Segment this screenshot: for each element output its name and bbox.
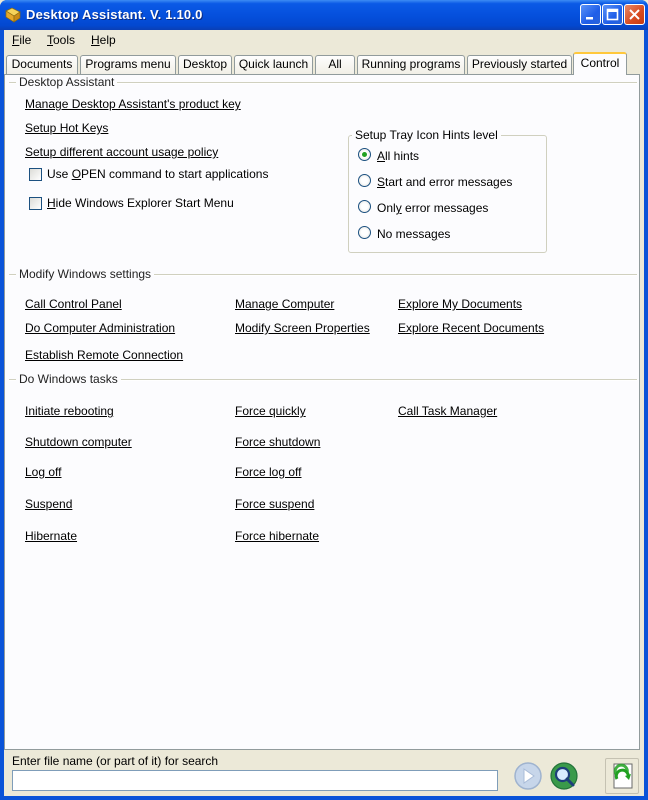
- label-hide-start-menu[interactable]: Hide Windows Explorer Start Menu: [47, 196, 234, 210]
- tab-desktop[interactable]: Desktop: [178, 55, 232, 74]
- radio-all-hints[interactable]: [358, 148, 371, 161]
- checkbox-hide-start-menu[interactable]: [29, 197, 42, 210]
- search-button[interactable]: [548, 760, 580, 792]
- group-title-desktop-assistant: Desktop Assistant: [16, 75, 117, 89]
- radio-start-and-error[interactable]: [358, 174, 371, 187]
- radio-only-error[interactable]: [358, 200, 371, 213]
- title-bar[interactable]: [0, 0, 648, 30]
- link-shutdown-computer[interactable]: Shutdown computer: [25, 435, 132, 449]
- minimize-icon: [584, 8, 597, 21]
- tray-hints-title: Setup Tray Icon Hints level: [352, 128, 501, 142]
- minimize-button[interactable]: [580, 4, 601, 25]
- label-start-and-error[interactable]: Start and error messages: [377, 175, 513, 189]
- tab-strip: [4, 52, 644, 74]
- close-icon: [628, 8, 641, 21]
- tab-programs-menu[interactable]: Programs menu: [80, 55, 176, 74]
- refresh-icon: [606, 759, 638, 793]
- group-title-windows-tasks: Do Windows tasks: [16, 372, 121, 386]
- link-call-control-panel[interactable]: Call Control Panel: [25, 297, 122, 311]
- refresh-button[interactable]: [605, 758, 639, 794]
- link-force-log-off[interactable]: Force log off: [235, 465, 302, 479]
- link-manage-product-key[interactable]: Manage Desktop Assistant's product key: [25, 97, 241, 111]
- search-label: Enter file name (or part of it) for search: [12, 754, 219, 768]
- link-manage-computer[interactable]: Manage Computer: [235, 297, 335, 311]
- tab-running-programs[interactable]: Running programs: [357, 55, 465, 74]
- tab-documents[interactable]: Documents: [6, 55, 78, 74]
- link-remote-connection[interactable]: Establish Remote Connection: [25, 348, 184, 362]
- group-title-modify-settings: Modify Windows settings: [16, 267, 154, 281]
- link-hibernate[interactable]: Hibernate: [25, 529, 78, 543]
- control-panel: [4, 74, 640, 750]
- tab-all[interactable]: All: [315, 55, 355, 74]
- magnifier-icon: [548, 760, 580, 792]
- link-force-suspend[interactable]: Force suspend: [235, 497, 315, 511]
- maximize-button[interactable]: [602, 4, 623, 25]
- link-modify-screen-properties[interactable]: Modify Screen Properties: [235, 321, 370, 335]
- tab-control[interactable]: Control: [573, 52, 627, 75]
- tab-previously-started[interactable]: Previously started: [467, 55, 572, 74]
- window-title: Desktop Assistant. V. 1.10.0: [26, 7, 203, 22]
- maximize-icon: [606, 8, 619, 21]
- link-force-shutdown[interactable]: Force shutdown: [235, 435, 321, 449]
- link-explore-recent-documents[interactable]: Explore Recent Documents: [398, 321, 545, 335]
- label-no-messages[interactable]: No messages: [377, 227, 451, 241]
- go-button[interactable]: [512, 760, 544, 792]
- app-icon: [5, 7, 21, 23]
- search-input[interactable]: [12, 770, 498, 791]
- menu-file[interactable]: File: [12, 33, 32, 47]
- client-area: [4, 30, 644, 796]
- menu-tools[interactable]: Tools: [47, 33, 76, 47]
- link-force-quickly[interactable]: Force quickly: [235, 404, 306, 418]
- link-force-hibernate[interactable]: Force hibernate: [235, 529, 320, 543]
- link-explore-my-documents[interactable]: Explore My Documents: [398, 297, 523, 311]
- link-log-off[interactable]: Log off: [25, 465, 62, 479]
- close-button[interactable]: [624, 4, 645, 25]
- link-suspend[interactable]: Suspend: [25, 497, 73, 511]
- link-call-task-manager[interactable]: Call Task Manager: [398, 404, 498, 418]
- link-setup-hot-keys[interactable]: Setup Hot Keys: [25, 121, 109, 135]
- radio-no-messages[interactable]: [358, 226, 371, 239]
- link-initiate-rebooting[interactable]: Initiate rebooting: [25, 404, 114, 418]
- menu-help[interactable]: Help: [91, 33, 116, 47]
- link-account-usage-policy[interactable]: Setup different account usage policy: [25, 145, 219, 159]
- label-use-open-command[interactable]: Use OPEN command to start applications: [47, 167, 269, 181]
- search-bar: [4, 750, 644, 796]
- play-arrow-icon: [512, 760, 544, 792]
- tab-quick-launch[interactable]: Quick launch: [234, 55, 313, 74]
- label-only-error[interactable]: Only error messages: [377, 201, 489, 215]
- label-all-hints[interactable]: All hints: [377, 149, 420, 163]
- menu-bar: [4, 30, 644, 51]
- checkbox-use-open-command[interactable]: [29, 168, 42, 181]
- link-computer-administration[interactable]: Do Computer Administration: [25, 321, 176, 335]
